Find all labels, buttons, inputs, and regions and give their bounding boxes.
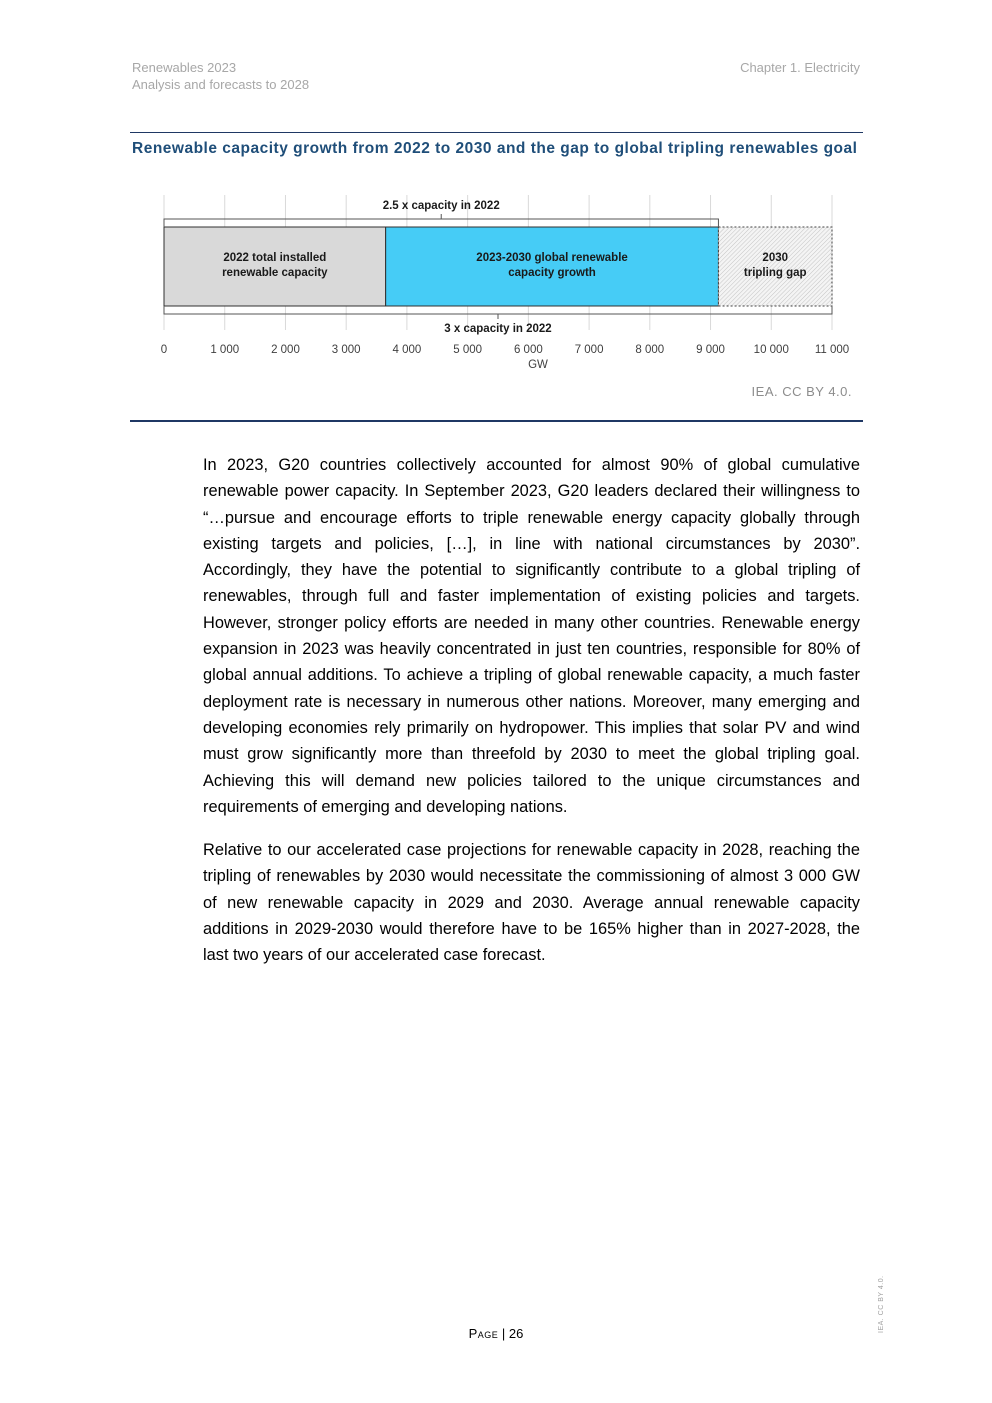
figure-title: Renewable capacity growth from 2022 to 2030 and the gap to global tripling renewables goal xyxy=(132,140,858,157)
segment-label-line1: 2023-2030 global renewable xyxy=(476,252,628,264)
x-axis-ticks xyxy=(161,344,849,356)
x-tick-label: 0 xyxy=(160,344,168,356)
body-text xyxy=(203,452,860,986)
side-credit: IEA. CC BY 4.0. xyxy=(878,1275,885,1333)
paragraph: In 2023, G20 countries collectively accounted for almost 90% of global cumulative renewable power capacity. In September 2023, G20 leaders declared their willingness to “…pursue and encourage efforts to triple renewable energy capacity globally through existing targets and policies, […], in line with national circumstances by 2030”. Accordingly, they have the potential to significantly contribute to a global tripling of renewables, through full and faster implementation of existing policies and targets. However, stronger policy efforts are needed in many other countries. Renewable energy expansion in 2023 was heavily concentrated in just ten countries, responsible for 80% of global annual additions. To achieve a tripling of global renewable capacity, a much faster deployment rate is necessary in numerous other nations. Moreover, many emerging and developing economies rely primarily on hydropower. This implies that solar PV and wind must grow significantly more than threefold by 2030 to meet the global tripling goal. Achieving this will demand new policies tailored to the unique circumstances and requirements of emerging and developing nations. xyxy=(203,456,860,816)
page-label: Page xyxy=(468,1326,499,1341)
x-axis-label: GW xyxy=(528,359,548,371)
x-tick-label: 11 000 xyxy=(814,344,850,356)
x-tick-label: 9 000 xyxy=(696,344,725,356)
x-tick-label: 5 000 xyxy=(453,344,483,356)
segment-label-line2: tripling gap xyxy=(743,267,807,279)
report-subtitle: Analysis and forecasts to 2028 xyxy=(132,77,310,92)
annotation-above-label: 2.5 x capacity in 2022 xyxy=(382,200,500,212)
x-tick-label: 6 000 xyxy=(513,344,543,356)
segment-label-line2: capacity growth xyxy=(508,267,596,279)
capacity-chart xyxy=(130,190,863,385)
paragraph: Relative to our accelerated case projections for renewable capacity in 2028, reaching the tripling of renewables by 2030 would necessitate the commissioning of almost 3 000 GW of new renewable capacity in 2029 and 2030. Average annual renewable capacity additions in 2029-2030 would therefore have to be 165% higher than in 2027-2028, the last two years of our accelerated case forecast. xyxy=(203,841,860,965)
x-tick-label: 10 000 xyxy=(753,344,789,356)
segment-label-line2: renewable capacity xyxy=(222,267,328,279)
figure-bottom-rule xyxy=(130,420,863,422)
bracket-above xyxy=(164,214,718,227)
figure-top-rule xyxy=(130,132,863,133)
segment-label-line1: 2022 total installed xyxy=(223,252,327,264)
bracket-below xyxy=(164,306,832,319)
chart-svg xyxy=(130,190,863,380)
page-footer xyxy=(0,1326,992,1341)
x-tick-label: 8 000 xyxy=(635,344,665,356)
running-header-left xyxy=(132,59,309,93)
x-tick-label: 3 000 xyxy=(331,344,361,356)
x-tick-label: 4 000 xyxy=(392,344,422,356)
annotation-below-label: 3 x capacity in 2022 xyxy=(444,323,552,335)
report-title: Renewables 2023 xyxy=(132,60,237,75)
chapter-header: Chapter 1. Electricity xyxy=(740,60,860,75)
x-tick-label: 2 000 xyxy=(271,344,300,356)
x-tick-label: 1 000 xyxy=(210,344,240,356)
x-tick-label: 7 000 xyxy=(574,344,604,356)
segment-label-line1: 2030 xyxy=(762,252,789,264)
figure-credit: IEA. CC BY 4.0. xyxy=(751,384,852,399)
page-number: | 26 xyxy=(501,1326,524,1341)
